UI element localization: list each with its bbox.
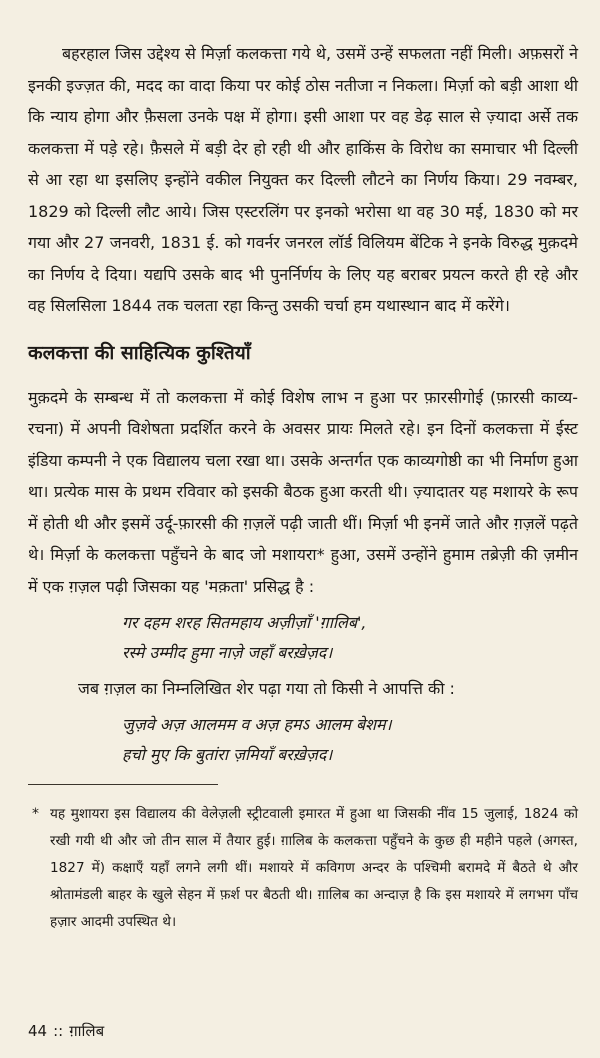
folio-separator: :: xyxy=(53,1022,64,1040)
page-folio xyxy=(28,1020,104,1042)
footnote xyxy=(28,801,578,936)
objection-intro-line: जब ग़ज़ल का निम्नलिखित शेर पढ़ा गया तो किसी ने आपत्ति की : xyxy=(78,679,455,698)
footnote-divider xyxy=(28,784,218,785)
section-heading: कलकत्ता की साहित्यिक कुश्तियाँ xyxy=(28,341,251,364)
running-title: ग़ालिब xyxy=(69,1022,105,1040)
verse-1-line-2: रस्मे उम्मीद हुमा नाज़े जहाँ बरख़ेज़द। xyxy=(122,643,333,662)
footnote-text: यह मुशायरा इस विद्यालय की वेलेज़ली स्ट्रीटवाली इमारत में हुआ था जिसकी नींव 15 जुलाई, 1824 को रखी गयी थी और जो तीन साल में तैयार हुई। ग़ालिब के कलकत्ता पहुँचने के कुछ ही महीने पहले (अगस्त, 1827 में) कक्षाएँ यहाँ लगने लगी थीं। मशायरे में कविगण अन्दर के पश्चिमी बरामदे में बैठते थे और श्रोतामंडली बाहर के खुले सेहन में फ़र्श पर बैठती थी। ग़ालिब का अन्दाज़ है कि इस मशायरे में लगभग पाँच हज़ार आदमी उपस्थित थे। xyxy=(50,806,578,930)
verse-2-line-1: जुज़वे अज़ आलमम व अज़ हमऽ आलम बेशम। xyxy=(122,715,392,734)
paragraph-2: मुक़दमे के सम्बन्ध में तो कलकत्ता में कोई विशेष लाभ न हुआ पर फ़ारसीगोई (फ़ारसी काव्य-रचना) में अपनी विशेषता प्रदर्शित करने के अवसर प्रायः मिलते रहे। इन दिनों कलकत्ता में ईस्ट इंडिया कम्पनी ने एक विद्यालय चला रखा था। उसके अन्तर्गत एक काव्यगोष्ठी का भी निर्माण हुआ था। प्रत्येक मास के प्रथम रविवार को इसकी बैठक हुआ करती थी। ज़्यादातर यह मशायरे के रूप में होती थी और इसमें उर्दू-फ़ारसी की ग़ज़लें पढ़ी जाती थीं। मिर्ज़ा भी इनमें जाते और ग़ज़लें पढ़ते थे। मिर्ज़ा के कलकत्ता पहुँचने के बाद जो मशायरा* हुआ, उसमें उन्होंने हुमाम तब्रेज़ी की ज़मीन में एक ग़ज़ल पढ़ी जिसका यह 'मक़ता' प्रसिद्ध है : xyxy=(28,387,578,596)
paragraph-1: बहरहाल जिस उद्देश्य से मिर्ज़ा कलकत्ता गये थे, उसमें उन्हें सफलता नहीं मिली। अफ़सरों ने इनकी इज्ज़त की, मदद का वादा किया पर कोई ठोस नतीजा न निकला। मिर्ज़ा को बड़ी आशा थी कि न्याय होगा और फ़ैसला उनके पक्ष में होगा। इसी आशा पर वह डेढ़ साल से ज़्यादा अर्से तक कलकत्ता में पड़े रहे। फ़ैसले में बड़ी देर हो रही थी और हाकिंस के विरोध का समाचार भी दिल्ली से आ रहा था इसलिए इन्होंने वकील नियुक्त कर दिल्ली लौटने का निर्णय किया। 29 नवम्बर, 1829 को दिल्ली लौट आये। जिस एस्टरलिंग पर इनको भरोसा था वह 30 मई, 1830 को मर गया और 27 जनवरी, 1831 ई. को गवर्नर जनरल लॉर्ड विलियम बेंटिक ने इनके विरुद्ध मुक़दमे का निर्णय दे दिया। यद्यपि उसके बाद भी पुनर्निर्णय के लिए यह बराबर प्रयत्न करते ही रहे और वह सिलसिला 1844 तक चलता रहा किन्तु उसकी चर्चा हम यथास्थान बाद में करेंगे। xyxy=(28,44,578,315)
verse-couplet-2 xyxy=(28,710,578,770)
verse-couplet-1 xyxy=(28,608,578,668)
footnote-mark: * xyxy=(32,806,39,822)
verse-2-line-2: हचो मुए कि बुतांरा ज़मियाँ बरख़ेज़द। xyxy=(122,745,333,764)
verse-1-line-1: गर दहम शरह सितमहाय अज़ीज़ाँ 'ग़ालिब', xyxy=(122,613,367,632)
page-number: 44 xyxy=(28,1022,48,1040)
